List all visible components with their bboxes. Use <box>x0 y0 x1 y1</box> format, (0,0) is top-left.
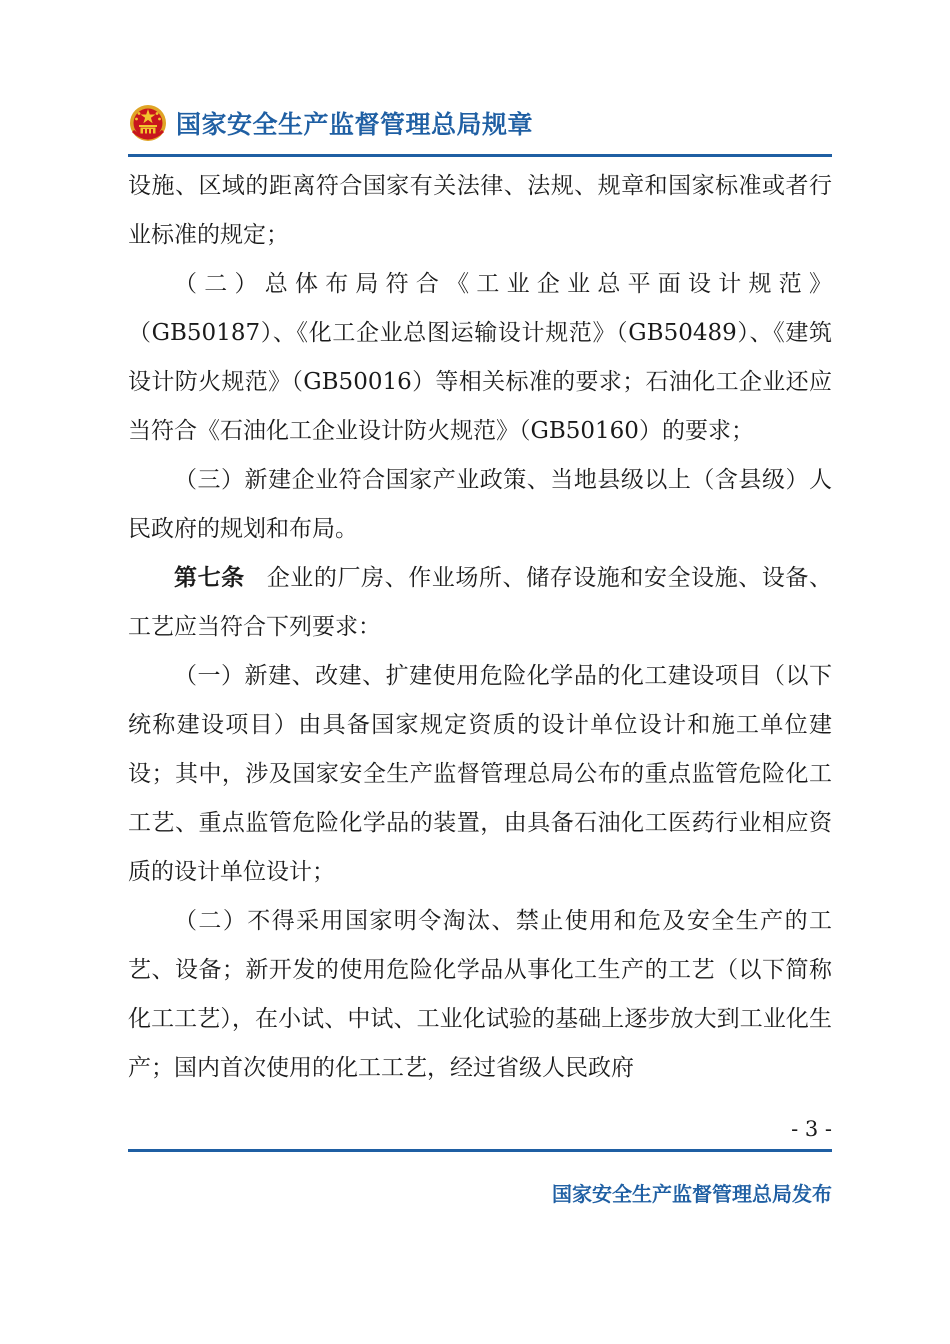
footer-publisher: 国家安全生产监督管理总局发布 <box>552 1182 832 1206</box>
paragraph: （一）新建、改建、扩建使用危险化学品的化工建设项目（以下统称建设项目）由具备国家规定资质的设计单位设计和施工单位建设；其中，涉及国家安全生产监督管理总局公布的重点监管危险化工工艺、重点监管危险化学品的装置，由具备石油化工医药行业相应资质的设计单位设计； <box>128 663 832 885</box>
paragraph: （二）总体布局符合《工业企业总平面设计规范》（GB50187）、《化工企业总图运输设计规范》（GB50489）、《建筑设计防火规范》（GB50016）等相关标准的要求；石油化工企业还应当符合《石油化工企业设计防火规范》（GB50160）的要求； <box>128 271 832 444</box>
header-title: 国家安全生产监督管理总局规章 <box>176 110 534 139</box>
paragraph: （二）不得采用国家明令淘汰、禁止使用和危及安全生产的工艺、设备；新开发的使用危险化学品从事化工生产的工艺（以下简称化工工艺），在小试、中试、工业化试验的基础上逐步放大到工业化生产；国内首次使用的化工工艺，经过省级人民政府 <box>128 908 832 1081</box>
page-number: - 3 - <box>791 1117 832 1141</box>
paragraph: （三）新建企业符合国家产业政策、当地县级以上（含县级）人民政府的规划和布局。 <box>128 467 832 542</box>
footer-divider <box>128 1149 832 1152</box>
article-paragraph <box>128 554 832 652</box>
national-emblem-icon <box>128 103 168 143</box>
header-divider <box>128 154 832 157</box>
document-body <box>128 162 832 1093</box>
article-number: 第七条 <box>174 565 245 591</box>
paragraph: 设施、区域的距离符合国家有关法律、法规、规章和国家标准或者行业标准的规定； <box>128 173 832 248</box>
article-text: 企业的厂房、作业场所、储存设施和安全设施、设备、工艺应当符合下列要求： <box>128 565 833 640</box>
page-header <box>128 98 533 148</box>
